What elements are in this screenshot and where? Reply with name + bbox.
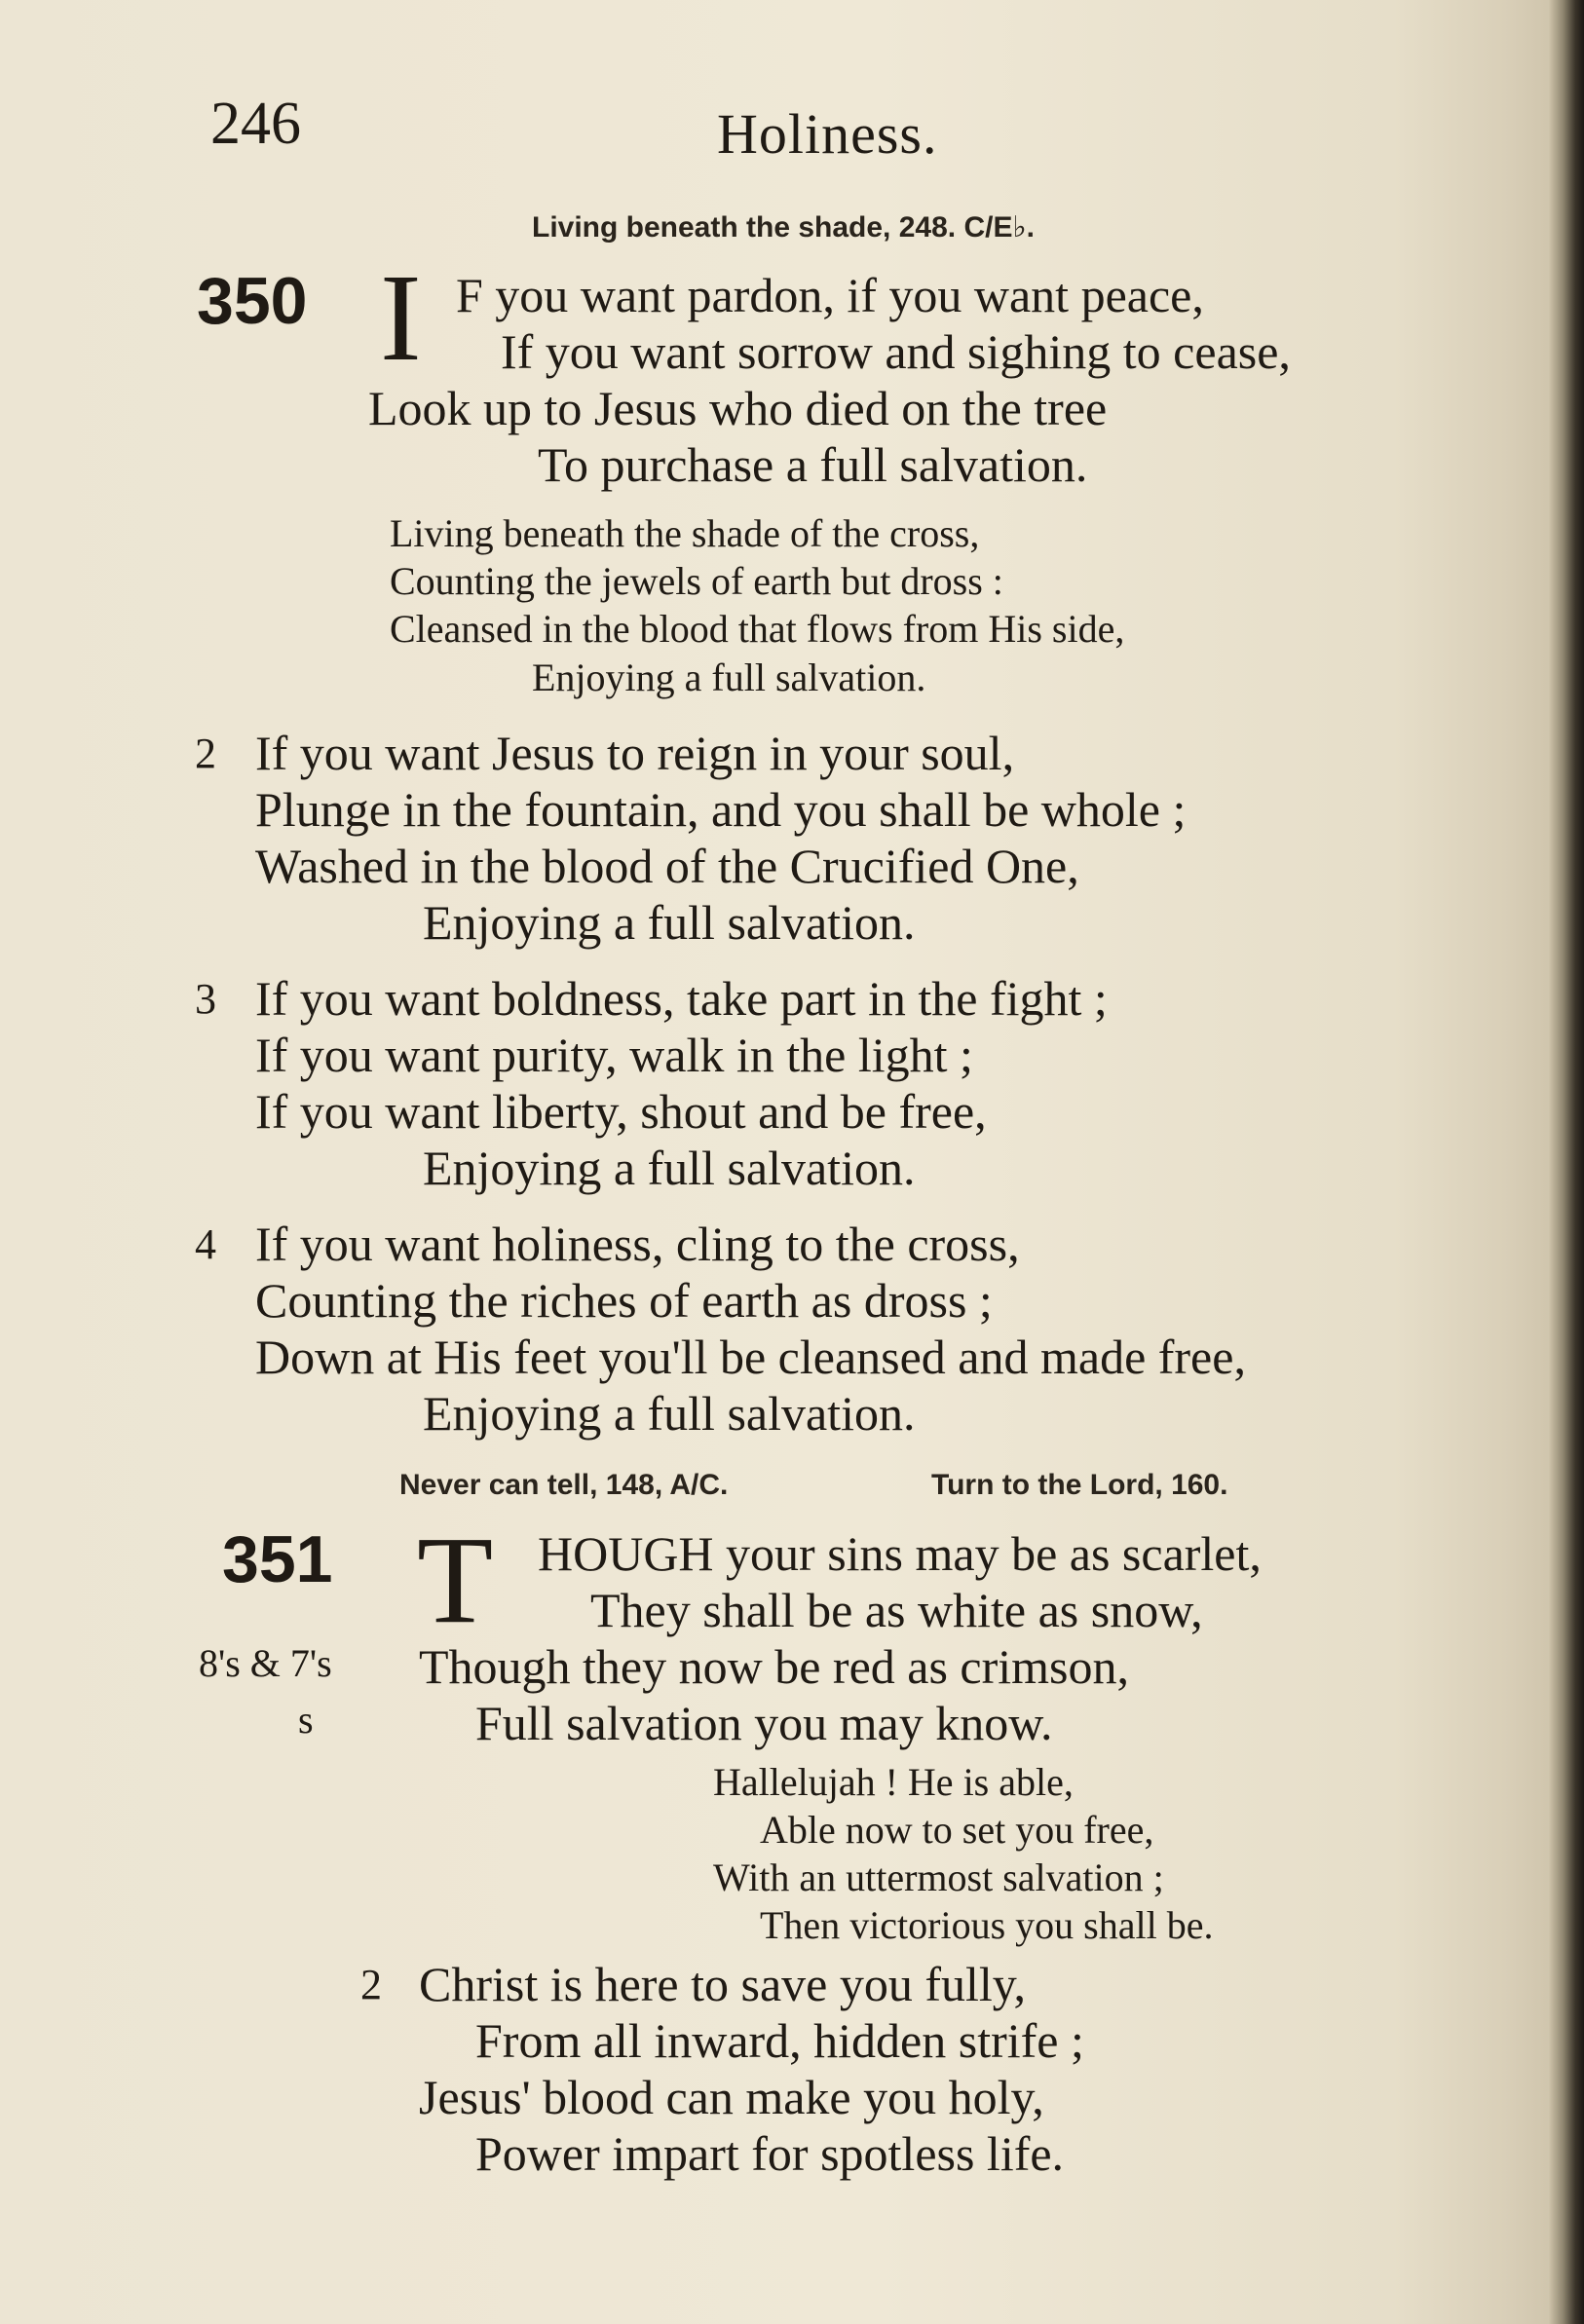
verse-line: If you want sorrow and sighing to cease, <box>501 324 1291 379</box>
verse-line: Christ is here to save you fully, <box>419 1957 1027 2011</box>
page-number: 246 <box>210 91 301 157</box>
tune-reference: Turn to the Lord, 160. <box>931 1469 1228 1501</box>
drop-cap: T <box>417 1511 494 1649</box>
verse-line: If you want holiness, cling to the cross, <box>255 1217 1020 1271</box>
verse-line: Counting the riches of earth as dross ; <box>255 1273 993 1328</box>
verse-line: Full salvation you may know. <box>475 1696 1053 1750</box>
chorus-line: Living beneath the shade of the cross, <box>390 511 980 555</box>
verse-line: Power impart for spotless life. <box>475 2126 1065 2181</box>
hymn-number: 351 <box>222 1522 333 1596</box>
hymn-number: 350 <box>197 264 308 338</box>
verse-line: They shall be as white as snow, <box>590 1583 1203 1637</box>
book-spine-shadow <box>1549 0 1584 2324</box>
verse-line: To purchase a full salvation. <box>538 437 1088 492</box>
verse-line: If you want boldness, take part in the fight ; <box>255 971 1108 1026</box>
meter-mark: s <box>298 1698 314 1742</box>
verse-line: F you want pardon, if you want peace, <box>456 268 1204 322</box>
verse-number: 3 <box>195 975 216 1023</box>
verse-number: 4 <box>195 1220 216 1268</box>
verse-line: If you want Jesus to reign in your soul, <box>255 726 1015 780</box>
meter-label: 8's & 7's <box>199 1641 332 1685</box>
chorus-line: Hallelujah ! He is able, <box>713 1760 1074 1804</box>
verse-line: From all inward, hidden strife ; <box>475 2013 1084 2068</box>
drop-cap: I <box>380 248 422 387</box>
verse-number: 2 <box>195 730 216 777</box>
verse-line: Enjoying a full salvation. <box>423 1141 916 1195</box>
verse-line: Enjoying a full salvation. <box>423 895 916 950</box>
chorus-line: Then victorious you shall be. <box>760 1903 1214 1947</box>
verse-line: Enjoying a full salvation. <box>423 1386 916 1441</box>
verse-line: Down at His feet you'll be cleansed and made free, <box>255 1330 1246 1384</box>
chorus-line: Enjoying a full salvation. <box>532 656 926 699</box>
verse-line: If you want liberty, shout and be free, <box>255 1084 987 1139</box>
verse-number: 2 <box>360 1961 382 2008</box>
verse-line: Washed in the blood of the Crucified One, <box>255 839 1079 893</box>
chorus-line: Counting the jewels of earth but dross : <box>390 559 1003 603</box>
tune-reference: Living beneath the shade, 248. C/E♭. <box>532 211 1035 244</box>
verse-line: HOUGH your sins may be as scarlet, <box>538 1526 1262 1581</box>
verse-line: Look up to Jesus who died on the tree <box>368 381 1108 435</box>
chorus-line: With an uttermost salvation ; <box>713 1855 1164 1899</box>
verse-line: If you want purity, walk in the light ; <box>255 1028 973 1082</box>
chorus-line: Cleansed in the blood that flows from His side, <box>390 607 1125 651</box>
verse-line: Plunge in the fountain, and you shall be whole ; <box>255 782 1187 837</box>
chorus-line: Able now to set you free, <box>760 1808 1154 1852</box>
tune-reference: Never can tell, 148, A/C. <box>399 1469 729 1501</box>
running-title: Holiness. <box>717 102 938 166</box>
verse-line: Though they now be red as crimson, <box>419 1639 1130 1694</box>
verse-line: Jesus' blood can make you holy, <box>419 2070 1044 2124</box>
